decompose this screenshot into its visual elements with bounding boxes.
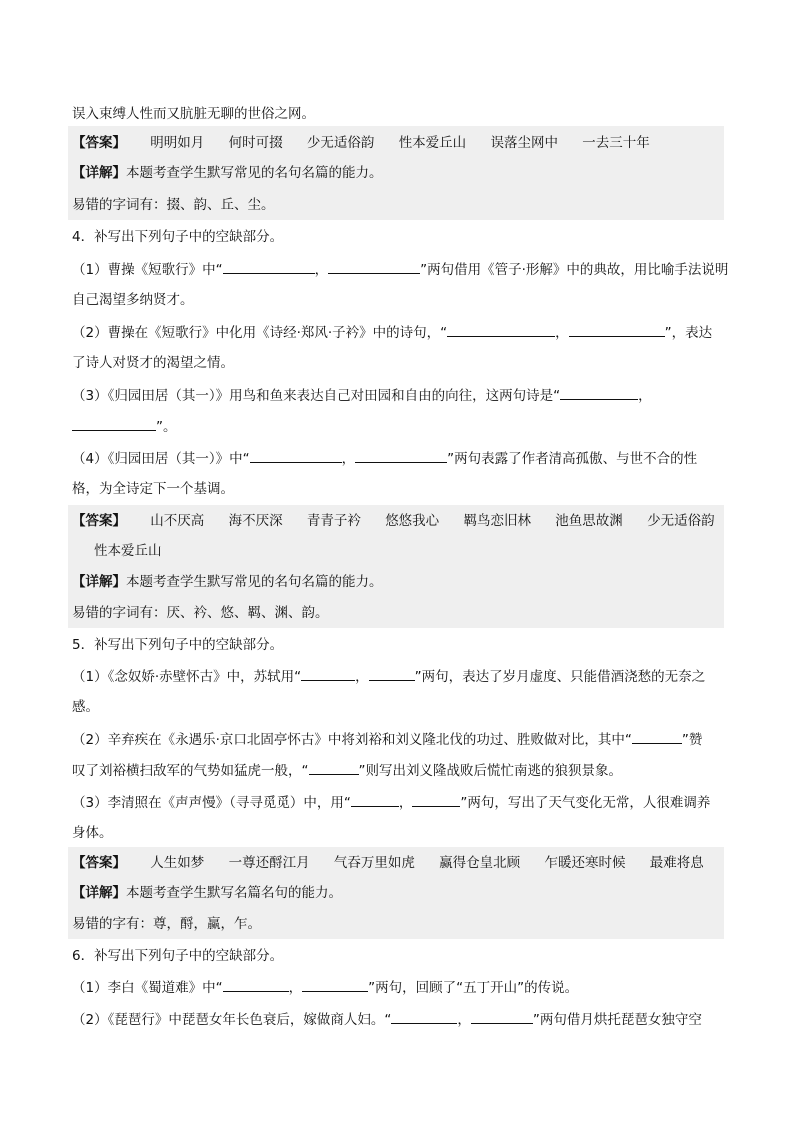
answer-blank[interactable] [250, 448, 342, 463]
answer-item: 误落尘网中 [490, 135, 558, 151]
answer-item: 人生如梦 [150, 855, 205, 871]
answer-item: 何时可掇 [228, 135, 283, 151]
q4-item-4-cont: 格，为全诗定下一个基调。 [72, 481, 234, 497]
q5-text: （1）《念奴娇·赤壁怀古》中，苏轼用“ [72, 669, 302, 685]
errors-line-5: 易错的字有：尊，酹，赢，乍。 [72, 916, 261, 932]
answer-blank[interactable] [471, 1009, 533, 1024]
q5-text: ”两句，写出了天气变化无常，人很难调养 [460, 795, 711, 811]
answer-item: 一尊还酹江月 [228, 855, 310, 871]
answer-blank[interactable] [355, 448, 447, 463]
continuation-text: 误入束缚人性而又肮脏无聊的世俗之网。 [72, 106, 315, 122]
answer-blank[interactable] [223, 977, 289, 992]
q4-item-4 [72, 448, 724, 469]
q4-text: ”两句表露了作者清高孤傲、与世不合的性 [447, 451, 698, 467]
q6-text: （2）《琵琶行》中琵琶女年长色衰后，嫁做商人妇。“ [72, 1012, 392, 1028]
answer-item: 赢得仓皇北顾 [439, 855, 521, 871]
comma: ， [457, 1012, 471, 1028]
answer-blank[interactable] [351, 792, 399, 807]
detail-line-5 [72, 883, 724, 903]
q4-text: ”，表达 [664, 325, 713, 341]
detail-text: 本题考查学生默写名篇名句的能力。 [126, 885, 342, 901]
answer-item: 明明如月 [150, 135, 205, 151]
answer-item: 气吞万里如虎 [333, 855, 415, 871]
answer-label: 【答案】 [72, 855, 126, 871]
errors-line-4: 易错的字词有：厌、衿、悠、羁、渊、韵。 [72, 605, 329, 621]
question-4-title: 4．补写出下列句子中的空缺部分。 [72, 229, 284, 245]
answer-item: 性本爱丘山 [398, 135, 467, 151]
q6-item-2 [72, 1009, 724, 1030]
q4-text: ”。 [156, 419, 177, 435]
detail-label: 【详解】 [72, 885, 126, 901]
answer-blank[interactable] [447, 322, 555, 337]
detail-line-4 [72, 572, 724, 592]
comma: ， [555, 325, 569, 341]
comma: ， [341, 451, 356, 467]
answer-blank[interactable] [301, 666, 355, 681]
answer-item: 悠悠我心 [385, 513, 440, 529]
q6-text: ”两句，回顾了“五丁开山”的传说。 [368, 980, 579, 996]
q6-text: （1）李白《蜀道难》中“ [72, 980, 223, 996]
q5-item-3-cont: 身体。 [72, 825, 113, 841]
answer-line-4-cont: 性本爱丘山 [94, 543, 162, 559]
answer-blank[interactable] [328, 259, 420, 274]
q4-item-3-cont [72, 416, 724, 437]
q5-item-1 [72, 666, 724, 687]
answer-blank[interactable] [369, 666, 415, 681]
answer-item: 少无适俗韵 [306, 135, 375, 151]
answer-blank[interactable] [632, 729, 682, 744]
answer-blank[interactable] [302, 977, 368, 992]
answer-label: 【答案】 [72, 135, 126, 151]
comma: ， [288, 980, 303, 996]
comma: ， [398, 795, 413, 811]
q5-item-1-cont: 感。 [72, 699, 99, 715]
errors-line-3: 易错的字词有：掇、韵、丘、尘。 [72, 197, 275, 213]
answer-item: 一去三十年 [582, 135, 650, 151]
q4-text: ”两句借用《管子·形解》中的典故，用比喻手法说明 [420, 262, 729, 278]
answer-blank[interactable] [223, 259, 315, 274]
q5-item-3 [72, 792, 724, 813]
q4-text: （1）曹操《短歌行》中“ [72, 262, 223, 278]
question-6-title: 6．补写出下列句子中的空缺部分。 [72, 948, 284, 964]
q6-item-1 [72, 977, 724, 998]
answer-item: 山不厌高 [150, 513, 205, 529]
q4-item-2-cont: 了诗人对贤才的渴望之情。 [72, 355, 234, 371]
detail-label: 【详解】 [72, 165, 126, 181]
q5-text: ”两句，表达了岁月虚度、只能借酒浇愁的无奈之 [414, 669, 706, 685]
q4-text: （4）《归园田居（其一）》中“ [72, 451, 250, 467]
answer-line-4 [72, 511, 724, 531]
answer-blank[interactable] [569, 322, 665, 337]
q4-item-1-cont: 自己渴望多纳贤才。 [72, 292, 194, 308]
answer-line-3 [72, 133, 724, 153]
answer-item: 少无适俗韵 [647, 513, 715, 529]
answer-blank[interactable] [309, 760, 359, 775]
answer-item: 海不厌深 [228, 513, 283, 529]
q5-text: 叹了刘裕横扫敌军的气势如猛虎一般，“ [72, 763, 309, 779]
answer-item: 乍暖还寒时候 [544, 855, 626, 871]
detail-label: 【详解】 [72, 574, 126, 590]
q5-item-2 [72, 729, 724, 750]
answer-blank[interactable] [72, 416, 156, 431]
q5-text: ”赞 [681, 732, 703, 748]
answer-label: 【答案】 [72, 513, 126, 529]
answer-item: 羁鸟恋旧林 [463, 513, 531, 529]
answer-blank[interactable] [391, 1009, 457, 1024]
q4-item-1 [72, 259, 729, 280]
question-5-title: 5．补写出下列句子中的空缺部分。 [72, 637, 284, 653]
q5-item-2-cont [72, 760, 724, 781]
answer-item: 青青子衿 [306, 513, 361, 529]
q4-text: （2）曹操在《短歌行》中化用《诗经·郑风·子衿》中的诗句，“ [72, 325, 448, 341]
answer-item: 最难将息 [649, 855, 704, 871]
q5-text: ”则写出刘义隆战败后慌忙南逃的狼狈景象。 [358, 763, 622, 779]
comma: ， [355, 669, 369, 685]
q5-text: （3）李清照在《声声慢》（寻寻觅觅）中，用“ [72, 795, 351, 811]
comma: ， [638, 388, 652, 404]
detail-text: 本题考查学生默写常见的名句名篇的能力。 [126, 574, 383, 590]
q4-item-3 [72, 385, 724, 406]
comma: ， [314, 262, 329, 278]
q6-text: ”两句借月烘托琵琶女独守空 [532, 1012, 702, 1028]
detail-line-3 [72, 163, 724, 183]
answer-blank[interactable] [412, 792, 460, 807]
answer-line-5 [72, 853, 724, 873]
answer-item: 池鱼思故渊 [555, 513, 623, 529]
q5-text: （2）辛弃疾在《永遇乐·京口北固亭怀古》中将刘裕和刘义隆北伐的功过、胜败做对比，其中“ [72, 732, 632, 748]
detail-text: 本题考查学生默写常见的名句名篇的能力。 [126, 165, 383, 181]
answer-blank[interactable] [560, 385, 638, 400]
q4-text: （3）《归园田居（其一）》用鸟和鱼来表达自己对田园和自由的向往，这两句诗是“ [72, 388, 561, 404]
q4-item-2 [72, 322, 724, 343]
